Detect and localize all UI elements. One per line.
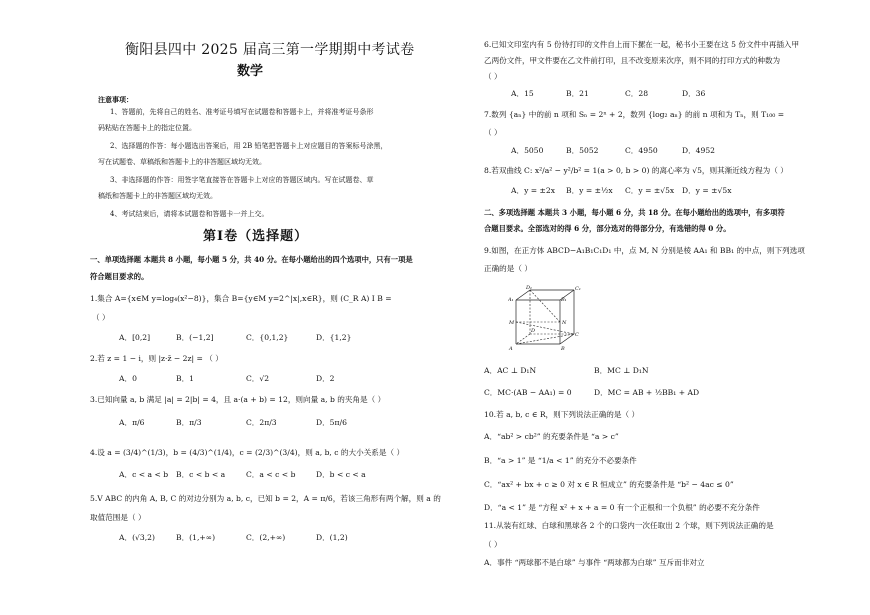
question-9-stem-cont: 正确的是（ ） [484, 264, 532, 273]
q2-option-d: D．2 [316, 374, 335, 383]
question-3-stem: 3.已知向量 a, b 满足 |a| = 2|b| = 4，且 a·(a + b) = 12，则向量 a, b 的夹角是（ ） [90, 395, 386, 404]
notice-heading: 注意事项： [98, 95, 133, 104]
label-c: C [575, 332, 579, 338]
label-d: D [531, 328, 536, 334]
q2-option-b: B．1 [176, 374, 195, 383]
q9-option-d: D．MC = AB + ½BB₁ + AD [594, 388, 700, 397]
q8-option-c: C．y = ±√5x [625, 186, 675, 195]
q10-option-a: A．“ab² > cb²” 的充要条件是 “a > c” [484, 432, 619, 441]
q8-option-a: A．y = ±2x [511, 186, 556, 195]
q10-option-d: D．“a < 1” 是 “方程 x² + x + a = 0 有一个正根和一个负根” 的必要不充分条件 [484, 503, 760, 512]
section1-intro: 符合题目要求的。 [90, 272, 149, 281]
notice-line: 2、选择题的作答：每小题选出答案后，用 2B 铅笔把答题卡上对应题目的答案标号涂黑， [110, 142, 388, 150]
question-4-stem: 4.设 a = (3/4)^(1/3)，b = (4/3)^(1/4)，c = (2/3)^(3/4)，则 a, b, c 的大小关系是（ ） [90, 448, 405, 457]
q1-option-c: C．{0,1,2} [246, 333, 289, 342]
q10-option-c: C．“ax² + bx + c ≥ 0 对 x ∈ R 恒成立” 的充要条件是 “b² − 4ac ≤ 0” [484, 480, 734, 489]
q7-option-c: C．4950 [625, 146, 658, 155]
subject-title: 数学 [237, 64, 264, 79]
q1-option-b: B．(−1,2] [176, 333, 214, 342]
q5-option-c: C．(2,+∞) [246, 533, 286, 542]
q5-option-a: A．(√3,2) [119, 533, 155, 542]
q4-option-a: A．c < a < b [119, 470, 169, 479]
notice-line: 3、非选择题的作答：用签字笔直接答在答题卡上对应的答题区域内。写在试题卷、草 [110, 176, 374, 184]
cube-hidden-edge [530, 290, 560, 322]
question-6-paren: （ ） [484, 72, 502, 81]
q2-option-c: C．√2 [246, 374, 270, 383]
q3-option-a: A．π/6 [119, 418, 145, 427]
notice-line: 码粘贴在答题卡上的指定位置。 [98, 124, 196, 132]
notice-line: 1、答题前，先将自己的姓名、准考证号填写在试题卷和答题卡上，并将准考证号条形 [110, 108, 374, 116]
cube-edge [516, 290, 530, 300]
label-a1: A₁ [508, 297, 514, 303]
question-11-paren: （ ） [484, 540, 502, 549]
q9-option-a: A．AC ⊥ D₁N [484, 366, 537, 375]
q8-option-d: D．y = ±√5x [682, 186, 732, 195]
q5-option-d: D．(1,2) [316, 533, 348, 542]
label-n: N [562, 320, 567, 326]
q6-option-a: A．15 [511, 89, 534, 98]
cube-figure [508, 284, 584, 354]
q4-option-b: B．c < b < a [176, 470, 226, 479]
section2-intro: 合题目要求。全部选对的得 6 分，部分选对的得部分分，有选错的得 0 分。 [484, 224, 731, 233]
question-9-stem: 9.如图，在正方体 ABCD−A₁B₁C₁D₁ 中，点 M, N 分别是棱 AA₁ 和 BB₁ 的中点，则下列选项 [484, 246, 805, 255]
q8-option-b: B．y = ±½x [566, 186, 613, 195]
question-7-stem: 7.数列 {aₙ} 中的前 n 项和 Sₙ = 2ⁿ + 2，数列 {log₂ aₙ} 的前 n 项和为 Tₙ，则 T₁₀₀ = [484, 110, 785, 119]
label-d1: D₁ [526, 285, 533, 291]
question-2-stem: 2.若 z = 1 − i，则 |z·z̄ − 2z| = （ ） [90, 354, 223, 363]
q4-option-d: D．b < c < a [316, 470, 366, 479]
label-b1: B₁ [561, 297, 567, 303]
notice-line: 稿纸和答题卡上的非答题区域均无效。 [98, 192, 217, 200]
q6-option-c: C．28 [625, 89, 649, 98]
section1-title: 第Ⅰ卷（选择题） [203, 229, 309, 244]
question-10-stem: 10.若 a, b, c ∈ R，则下列说法正确的是（ ） [484, 410, 640, 419]
question-5-stem-cont: 取值范围是（ ） [90, 513, 146, 522]
q7-option-b: B．5052 [566, 146, 599, 155]
question-5-stem: 5.V ABC 的内角 A, B, C 的对边分别为 a, b, c，已知 b = 2，A = π/6，若该三角形有两个解，则 a 的 [90, 494, 441, 503]
section1-intro: 一、单项选择题 本题共 8 小题，每小题 5 分，共 40 分。在每小题给出的四个选项中，只有一项是 [90, 255, 413, 264]
notice-line: 写在试题卷、草稿纸和答题卡上的非答题区域均无效。 [98, 158, 266, 166]
label-b: B [561, 346, 565, 352]
question-11-stem: 11.从装有红球、白球和黑球各 2 个的口袋内一次任取出 2 个球，则下列说法正确的是 [484, 521, 774, 530]
q7-option-a: A．5050 [511, 146, 544, 155]
notice-line: 4、考试结束后，请将本试题卷和答题卡一并上交。 [110, 210, 269, 218]
cube-edge [560, 334, 574, 344]
cube-hidden-edge [516, 334, 574, 344]
question-1-stem: 1.集合 A={x∈M y=log₄(x²−8)}，集合 B={y∈M y=2^|x|,x∈R}，则 (C_R A) I B = [90, 294, 392, 303]
label-m: M [509, 320, 515, 326]
q4-option-c: C．a < c < b [246, 470, 296, 479]
question-8-stem: 8.若双曲线 C: x²/a² − y²/b² = 1(a > 0, b > 0) 的离心率为 √5，则其渐近线方程为（ ） [484, 166, 788, 175]
q7-option-d: D．4952 [682, 146, 716, 155]
q11-option-a: A．事件 “两球都不是白球” 与事件 “两球都为白球” 互斥而非对立 [484, 558, 705, 567]
exam-title: 衡阳县四中 2025 届高三第一学期期中考试卷 [125, 42, 415, 58]
q9-option-b: B．MC ⊥ D₁N [594, 366, 649, 375]
q2-option-a: A．0 [119, 374, 137, 383]
label-a: A [509, 346, 513, 352]
question-7-paren: （ ） [484, 128, 502, 137]
q5-option-b: B．(1,+∞) [176, 533, 216, 542]
label-c1: C₁ [575, 286, 581, 292]
q6-option-b: B．21 [566, 89, 589, 98]
q1-option-a: A．[0,2] [119, 333, 151, 342]
q9-option-c: C．MC·(AB − AA₁) = 0 [484, 388, 572, 397]
q3-option-b: B．π/3 [176, 418, 202, 427]
question-1-paren: （ ） [92, 313, 110, 322]
q6-option-d: D．36 [682, 89, 706, 98]
q3-option-d: D．5π/6 [316, 418, 347, 427]
q1-option-d: D．{1,2} [316, 333, 352, 342]
question-6-stem: 6.已知文印室内有 5 份待打印的文件自上而下摞在一起，秘书小王要在这 5 份文件中再插入甲 [484, 40, 800, 49]
section2-intro: 二、多项选择题 本题共 3 小题，每小题 6 分，共 18 分。在每小题给出的选项中，有多项符 [484, 208, 785, 217]
question-6-stem-cont: 乙两份文件，甲文件要在乙文件前打印，且不改变原来次序，则不同的打印方式的种数为 [484, 56, 781, 65]
q3-option-c: C．2π/3 [246, 418, 277, 427]
q10-option-b: B．“a > 1” 是 “1/a < 1” 的充分不必要条件 [484, 456, 637, 465]
